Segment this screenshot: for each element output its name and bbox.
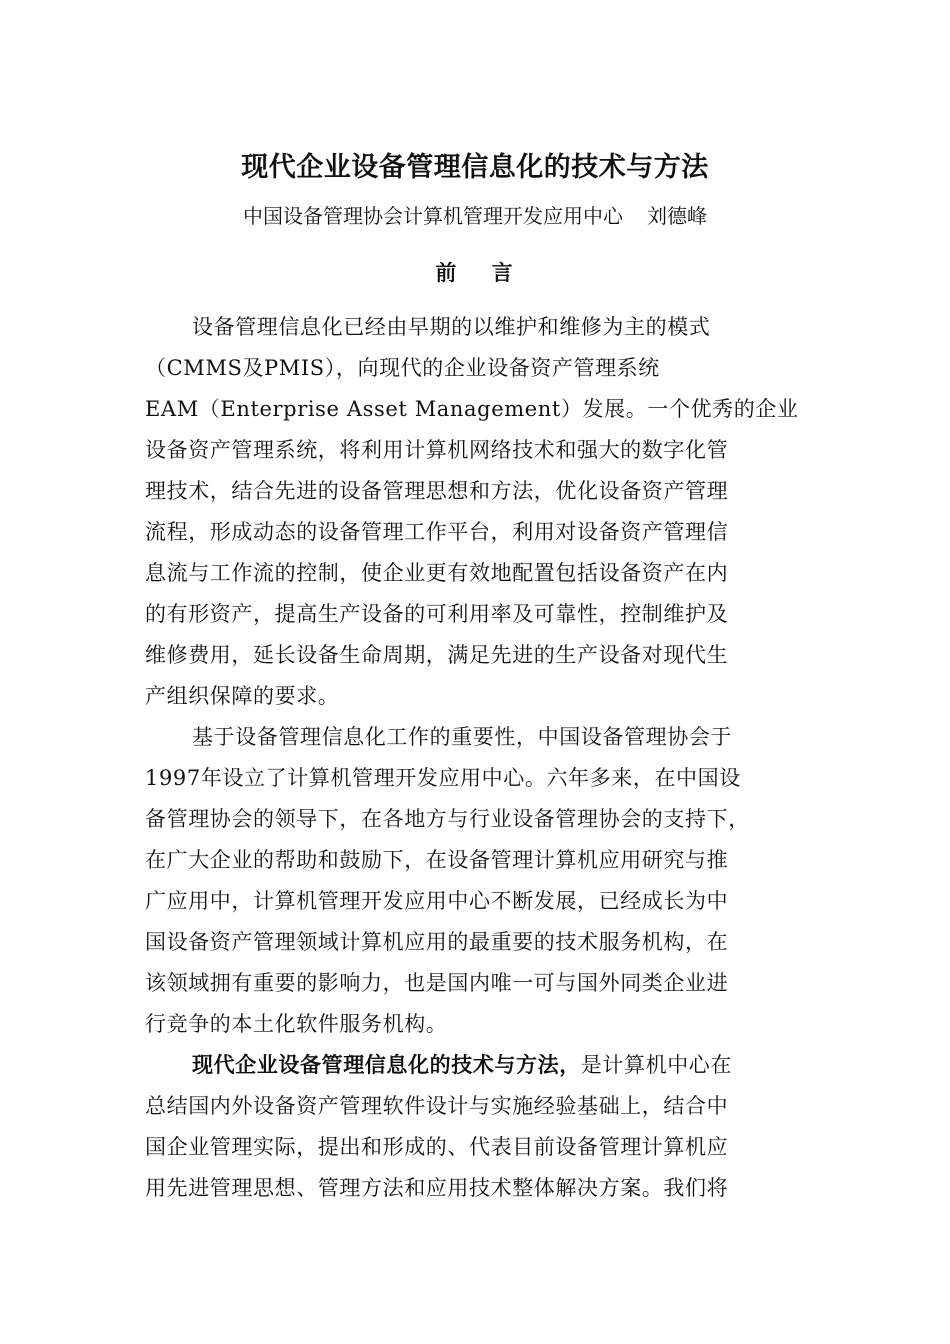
author-organization: 中国设备管理协会计算机管理开发应用中心 — [243, 204, 623, 228]
paragraph-line: 维修费用，延长设备生命周期，满足先进的生产设备对现代生 — [145, 643, 729, 667]
paragraph-line: 设备管理信息化已经由早期的以维护和维修为主的模式 — [192, 315, 711, 339]
paragraph-line: 国企业管理实际，提出和形成的、代表目前设备管理计算机应 — [145, 1135, 729, 1159]
paragraph-line: 息流与工作流的控制，使企业更有效地配置包括设备资产在内 — [145, 561, 729, 585]
bold-lead-text: 现代企业设备管理信息化的技术与方法， — [192, 1053, 581, 1077]
paragraph-text: 是计算机中心在 — [580, 1053, 733, 1077]
author-line — [0, 200, 950, 232]
paragraph-line: 设备资产管理系统，将利用计算机网络技术和强大的数字化管 — [145, 438, 729, 462]
paragraph-line: 流程，形成动态的设备管理工作平台，利用对设备资产管理信 — [145, 520, 729, 544]
paragraph-line: 该领域拥有重要的影响力，也是国内唯一可与国外同类企业进 — [145, 971, 729, 995]
document-title: 现代企业设备管理信息化的技术与方法 — [241, 152, 709, 183]
paragraph-line: 用先进管理思想、管理方法和应用技术整体解决方案。我们将 — [145, 1176, 729, 1200]
paragraph-line: 的有形资产，提高生产设备的可利用率及可靠性，控制维护及 — [145, 602, 729, 626]
paragraph-line: 行竞争的本土化软件服务机构。 — [145, 1012, 448, 1036]
paragraph-line: 1997年设立了计算机管理开发应用中心。六年多来，在中国设 — [145, 766, 741, 790]
paragraph-line: 基于设备管理信息化工作的重要性，中国设备管理协会于 — [192, 725, 732, 749]
paragraph-line: （CMMS及PMIS），向现代的企业设备资产管理系统 — [145, 356, 660, 380]
section-heading: 前 言 — [435, 261, 515, 285]
paragraph-line: 广应用中，计算机管理开发应用中心不断发展，已经成长为中 — [145, 889, 729, 913]
author-name: 刘德峰 — [647, 204, 707, 228]
paragraph-line: 国设备资产管理领域计算机应用的最重要的技术服务机构，在 — [145, 930, 729, 954]
paragraph-line: 产组织保障的要求。 — [145, 684, 340, 708]
paragraph-line: 备管理协会的领导下，在各地方与行业设备管理协会的支持下， — [145, 807, 750, 831]
paragraph-line: EAM（Enterprise Asset Management）发展。一个优秀的企业 — [145, 397, 799, 421]
paragraph-line: 在广大企业的帮助和鼓励下，在设备管理计算机应用研究与推 — [145, 848, 729, 872]
paragraph-line — [192, 1050, 732, 1080]
paragraph-line: 理技术，结合先进的设备管理思想和方法，优化设备资产管理 — [145, 479, 729, 503]
paragraph-line: 总结国内外设备资产管理软件设计与实施经验基础上，结合中 — [145, 1094, 729, 1118]
